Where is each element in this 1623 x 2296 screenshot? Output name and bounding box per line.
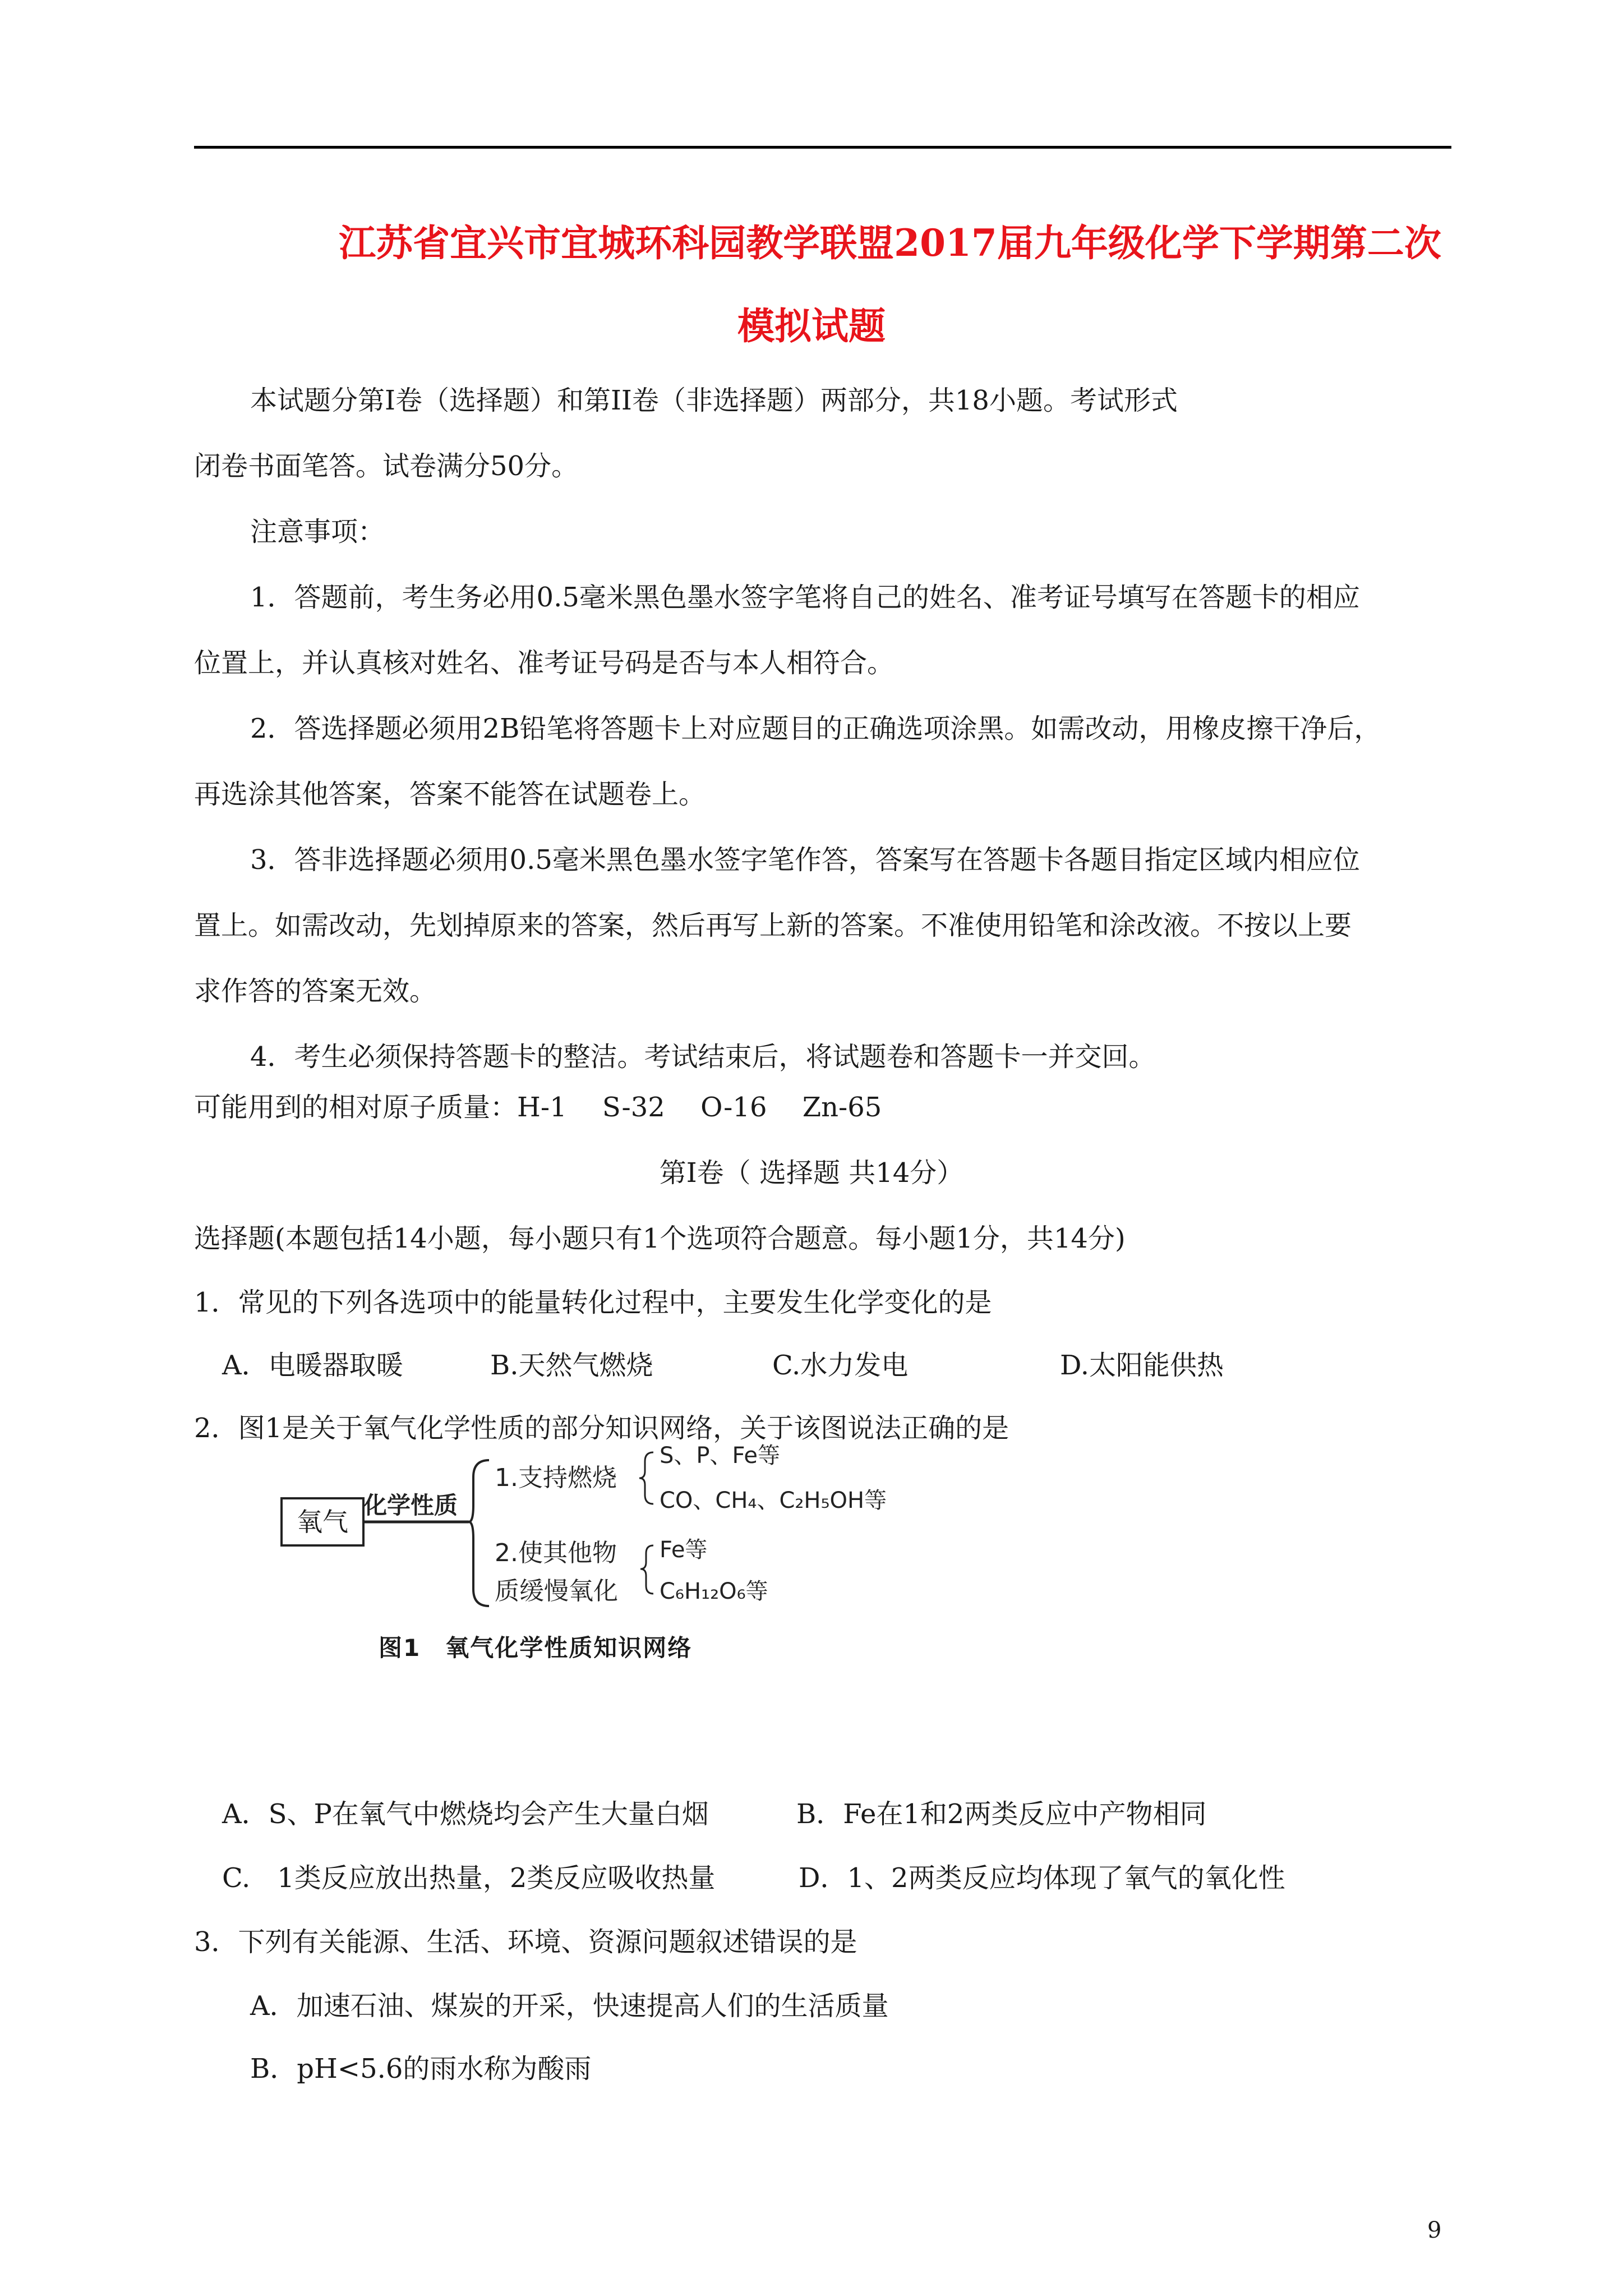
question-1-option-c: C.水力发电 — [772, 1350, 909, 1381]
chemical-property-label: 化学性质 — [363, 1492, 458, 1519]
question-1-option-d: D.太阳能供热 — [1060, 1350, 1224, 1381]
question-2-option-c: C. 1类反应放出热量，2类反应吸收热量 — [222, 1862, 716, 1894]
branch-2-examples-bottom: C₆H₁₂O₆等 — [660, 1579, 768, 1604]
question-1-option-b: B.天然气燃烧 — [490, 1350, 653, 1381]
intro-line2: 闭卷书面笔答。试卷满分50分。 — [194, 450, 579, 482]
question-2-option-b: B．Fe在1和2两类反应中产物相同 — [796, 1798, 1207, 1830]
note-3-line2: 置上。如需改动，先划掉原来的答案，然后再写上新的答案。不准使用铅笔和涂改液。不按以上要 — [194, 910, 1352, 941]
question-2-option-a: A．S、P在氧气中燃烧均会产生大量白烟 — [222, 1798, 709, 1830]
branch-1-examples-top: S、P、Fe等 — [660, 1443, 780, 1469]
question-1-stem: 1．常见的下列各选项中的能量转化过程中，主要发生化学变化的是 — [194, 1287, 992, 1318]
figure-caption: 图1 氧气化学性质知识网络 — [379, 1634, 693, 1662]
question-2-stem: 2．图1是关于氧气化学性质的部分知识网络，关于该图说法正确的是 — [194, 1412, 1009, 1444]
branch-1-examples-bottom: CO、CH₄、C₂H₅OH等 — [660, 1488, 887, 1513]
note-2-line2: 再选涂其他答案，答案不能答在试题卷上。 — [194, 779, 706, 810]
question-1-option-a: A．电暖器取暖 — [222, 1350, 403, 1381]
note-1-line2: 位置上，并认真核对姓名、准考证号码是否与本人相符合。 — [194, 647, 895, 679]
section-instruction: 选择题(本题包括14小题，每小题只有1个选项符合题意。每小题1分，共14分) — [194, 1223, 1126, 1254]
note-2-line1: 2．答选择题必须用2B铅笔将答题卡上对应题目的正确选项涂黑。如需改动，用橡皮擦干净后， — [250, 713, 1381, 744]
note-3-line1: 3．答非选择题必须用0.5毫米黑色墨水签字笔作答，答案写在答题卡各题目指定区域内相应位 — [250, 844, 1360, 876]
oxygen-box: 氧气 — [280, 1497, 365, 1547]
question-3-stem: 3．下列有关能源、生活、环境、资源问题叙述错误的是 — [194, 1926, 857, 1958]
notes-heading: 注意事项： — [250, 516, 385, 547]
atomic-masses: 可能用到的相对原子质量：H-1 S-32 O-16 Zn-65 — [194, 1092, 882, 1123]
branch-2-label-line2: 质缓慢氧化 — [495, 1577, 618, 1605]
question-3-option-b: B．pH<5.6的雨水称为酸雨 — [250, 2053, 592, 2085]
note-1-line1: 1．答题前，考生务必用0.5毫米黑色墨水签字笔将自己的姓名、准考证号填写在答题卡的相应 — [250, 582, 1360, 613]
section-heading: 第Ⅰ卷（ 选择题 共14分） — [659, 1157, 964, 1189]
header-rule — [194, 146, 1451, 149]
branch-2-label-line1: 2.使其他物 — [495, 1539, 617, 1567]
page-title-line1: 江苏省宜兴市宜城环科园教学联盟2017届九年级化学下学期第二次 — [339, 221, 1441, 265]
note-4: 4．考生必须保持答题卡的整洁。考试结束后，将试题卷和答题卡一并交回。 — [250, 1041, 1156, 1073]
page-title-line2: 模拟试题 — [737, 304, 886, 348]
note-3-line3: 求作答的答案无效。 — [194, 976, 437, 1007]
branch-2-examples-top: Fe等 — [660, 1537, 708, 1563]
question-3-option-a: A．加速石油、煤炭的开采，快速提高人们的生活质量 — [250, 1990, 889, 2022]
branch-1-label: 1.支持燃烧 — [495, 1464, 617, 1492]
intro-line1: 本试题分第Ⅰ卷（选择题）和第II卷（非选择题）两部分，共18小题。考试形式 — [250, 385, 1178, 416]
question-2-option-d: D．1、2两类反应均体现了氧气的氧化性 — [799, 1862, 1285, 1894]
page-number: 9 — [1427, 2217, 1442, 2243]
oxygen-knowledge-network-figure — [280, 1444, 953, 1669]
